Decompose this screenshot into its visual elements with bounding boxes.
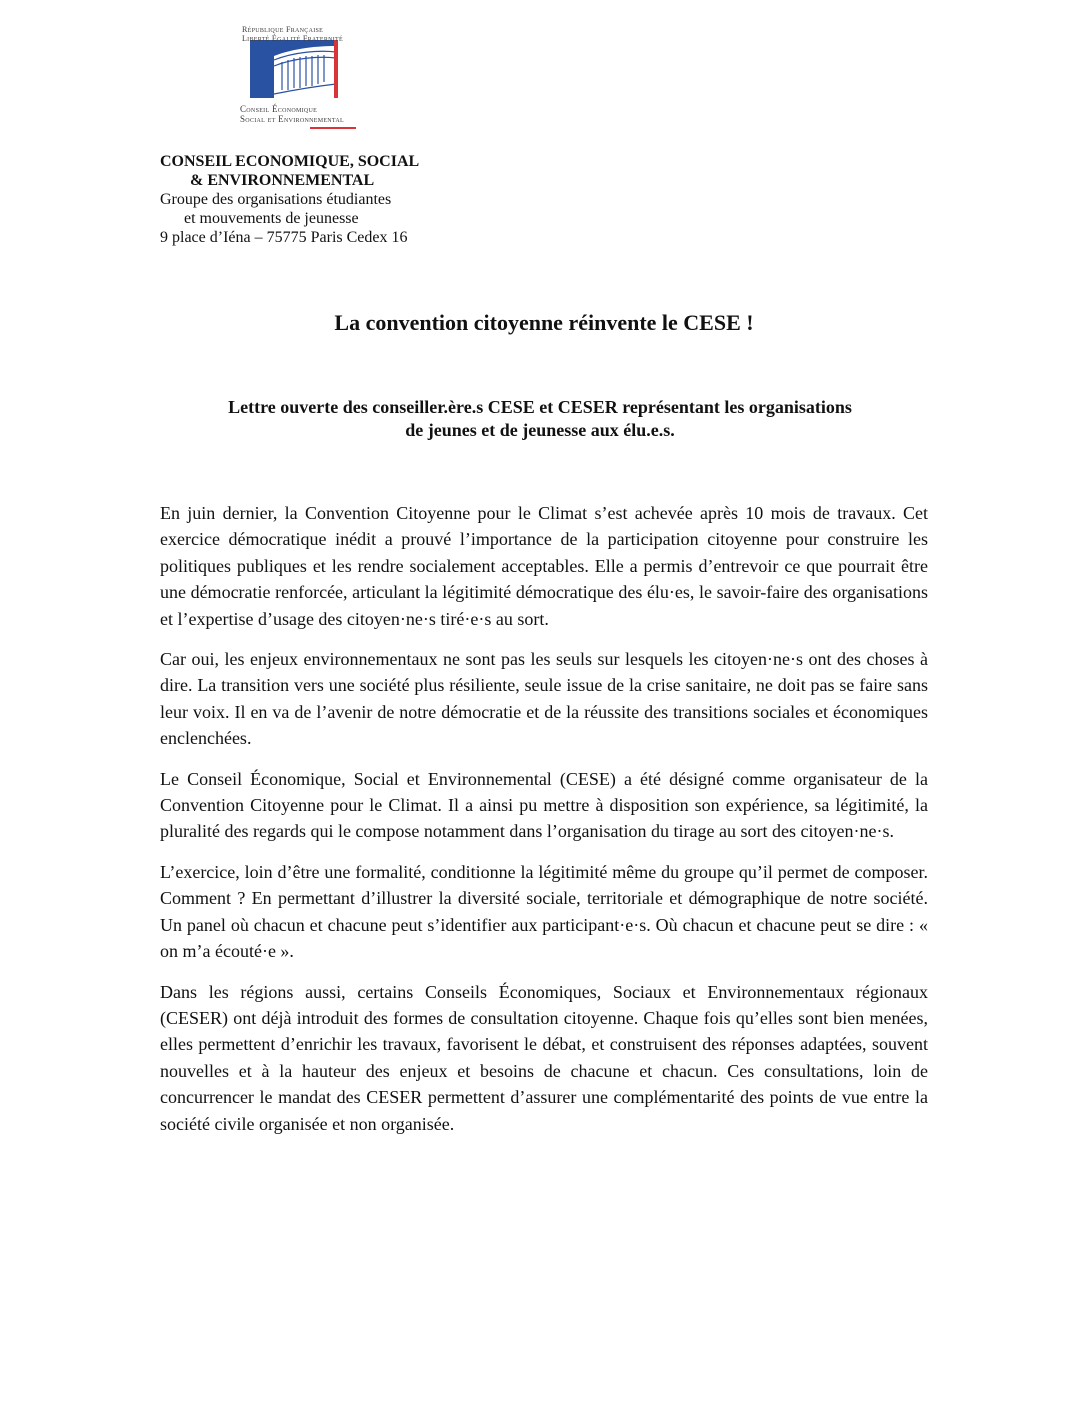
document-subtitle xyxy=(140,396,940,442)
body-paragraph: L’exercice, loin d’être une formalité, conditionne la légitimité même du groupe qu’il permet de composer. Comment ? En permettant d’illustrer la diversité sociale, territoriale et démographique de notre société. Un panel où chacun et chacune peut s’identifier aux participant·e·s. Où chacun et chacune peut se dire : « on m’a écouté·e ». xyxy=(160,861,928,962)
org-group-line-1: Groupe des organisations étudiantes xyxy=(160,191,392,208)
body-paragraph: Car oui, les enjeux environnementaux ne sont pas les seuls sur lesquels les citoyen·ne·s ont des choses à dire. La transition vers une société plus résiliente, seule issue de la crise sanitaire, ne doit pas se faire sans leur voix. Il en va de l’avenir de notre démocratie et de la réussite des transitions sociales et économiques enclenchées. xyxy=(160,649,928,749)
subtitle-line-2: de jeunes et de jeunesse aux élu.e.s. xyxy=(405,420,675,440)
subtitle-line-1: Lettre ouverte des conseiller.ère.s CESE et CESER représentant les organisations xyxy=(228,397,852,417)
logo-republic-text: République Française xyxy=(242,25,324,34)
logo-name-line-1: Conseil Économique xyxy=(240,104,318,114)
logo-top-text xyxy=(242,25,343,43)
org-address: 9 place d’Iéna – 75775 Paris Cedex 16 xyxy=(160,229,408,246)
body-paragraph: Le Conseil Économique, Social et Environnemental (CESE) a été désigné comme organisateur de la Convention Citoyenne pour le Climat. Il a ainsi pu mettre à disposition son expérience, sa légitimité, la pluralité des regards qui le compose notamment dans l’organisation du tirage au sort des citoyen·ne·s. xyxy=(160,768,928,842)
document-title: La convention citoyenne réinvente le CESE ! xyxy=(334,310,754,335)
body-paragraph: En juin dernier, la Convention Citoyenne pour le Climat s’est achevée après 10 mois de travaux. Cet exercice démocratique inédit a prouvé l’importance de la participation citoyenne pour construire les politiques publiques et les rendre socialement acceptables. Elle a permis d’entrevoir ce que pourrait être une démocratie renforcée, articulant la légitimité démocratique des élu·es, le savoir-faire des organisations et l’expertise d’usage des citoyen·ne·s tiré·e·s au sort. xyxy=(160,503,928,629)
logo-name-line-2: Social et Environnemental xyxy=(240,114,345,124)
body-paragraph: Dans les régions aussi, certains Conseils Économiques, Sociaux et Environnementaux régionaux (CESER) ont déjà introduit des formes de consultation citoyenne. Chaque fois qu’elles sont bien menées, elles permettent d’enrichir les travaux, favorisent le débat, et construisent des réponses adaptées, souvent nouvelles et à la hauteur des enjeux et besoins de chacune et chacun. Ces consultations, loin de concurrencer le mandat des CESER permettent d’assurer une complémentarité des points de vue entre la société civile organisée et non organisée. xyxy=(160,981,928,1134)
logo-motto-text: Liberté Égalité Fraternité xyxy=(242,34,343,43)
organization-header xyxy=(160,152,419,247)
org-group-line-2: et mouvements de jeunesse xyxy=(184,210,359,227)
org-name-line-2: & ENVIRONNEMENTAL xyxy=(190,172,375,189)
letter-body xyxy=(160,500,928,1151)
logo-bottom-text xyxy=(240,104,344,124)
org-name-line-1: CONSEIL ECONOMIQUE, SOCIAL xyxy=(160,153,420,170)
